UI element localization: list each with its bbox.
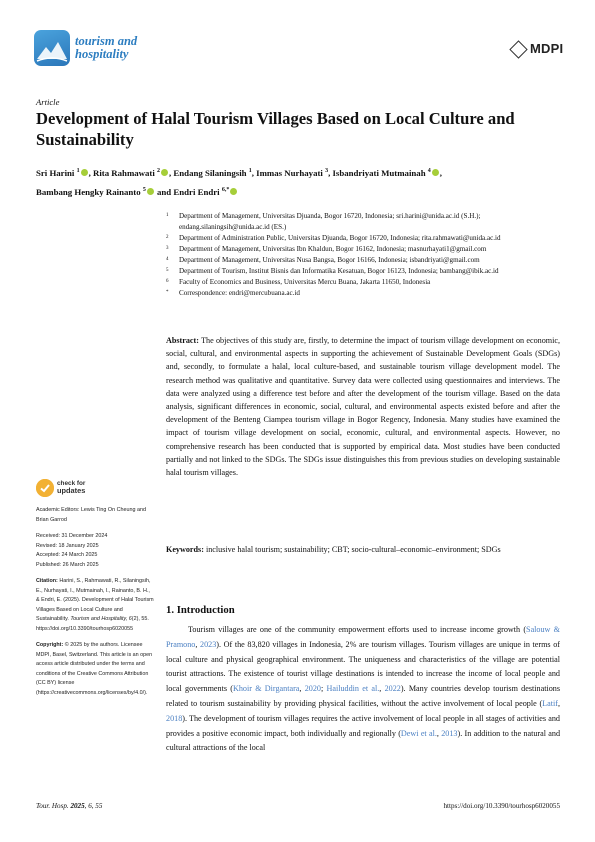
citation <box>36 577 154 634</box>
keywords <box>166 543 560 556</box>
citation-link[interactable]: Dewi et al. <box>400 728 437 738</box>
affiliation-item <box>166 255 566 266</box>
citation-link[interactable]: Khoir & Dirgantara <box>233 684 300 694</box>
author-affiliation-number: 4 <box>427 168 431 174</box>
intro-text: ). The development of tourism villages requires the active involvement of local people in all stages of activities and provides a positive economic impact, both individually and regionally ( <box>166 713 560 738</box>
citation-doi[interactable]: (2), 55. https://doi.org/10.3390/tourhosp6020055 <box>36 616 149 632</box>
copyright <box>36 641 154 698</box>
intro-text: , <box>379 684 385 694</box>
affiliation-item <box>166 277 566 288</box>
affiliation-number: 1 <box>166 213 169 218</box>
author-separator: , <box>88 167 93 178</box>
affiliation-item <box>166 233 566 244</box>
affiliations-list <box>166 211 566 299</box>
journal-logo-icon <box>34 30 70 66</box>
footer-doi-link[interactable]: https://doi.org/10.3390/tourhosp6020055 <box>443 802 560 810</box>
intro-text: , <box>436 728 442 738</box>
intro-text: , <box>299 684 305 694</box>
author-separator: , <box>439 167 442 178</box>
article-title: Development of Halal Tourism Villages Based on Local Culture and Sustainability <box>36 109 515 149</box>
author-name: Immas Nurhayati <box>256 167 326 178</box>
check-for-updates-link[interactable]: check for updates <box>57 480 86 495</box>
intro-text: ; <box>320 684 327 694</box>
affiliation-text: Department of Management, Universitas Ibn Khaldun, Bogor 16162, Indonesia; masnurhayati1@gmail.com <box>179 245 487 253</box>
article-dates <box>36 532 154 570</box>
article-sidebar <box>36 506 154 705</box>
received-date: Received: 31 December 2024 <box>36 533 108 539</box>
affiliation-number: * <box>166 290 169 295</box>
copyright-text: © 2025 by the authors. Licensee MDPI, Basel, Switzerland. This article is an open access article distributed under the terms and conditions of the Creative Commons Attribution (CC BY) license (https://creativecommons.org/licenses/by/4.0/). <box>36 642 153 696</box>
orcid-icon[interactable] <box>161 169 168 176</box>
author-separator: , <box>251 167 257 178</box>
author-affiliation-number: 5 <box>142 186 146 193</box>
footer-journal-ref: Tour. Hosp. 2025, 6, 55 <box>36 802 103 810</box>
keywords-text: inclusive halal tourism; sustainability; CBT; socio-cultural–economic–environment; SDGs <box>205 545 501 554</box>
citation-link[interactable]: 2013 <box>441 728 458 738</box>
copyright-label: Copyright: <box>36 642 64 648</box>
introduction-body <box>166 623 560 756</box>
orcid-icon[interactable] <box>147 188 154 195</box>
affiliation-text: Department of Tourism, Institut Bisnis dan Informatika Kesatuan, Bogor 16123, Indonesia; bambang@ibik.ac.id <box>179 267 499 275</box>
intro-text: ). Of the 83,820 villages in Indonesia, 2% are tourism villages. Tourism villages are unique in terms of local culture and physical geographical environment. The uniqueness and characteristics of the village are potential tourist attractions. The existence of tourist village destinations is intended to increase the income of local people and local governments ( <box>166 639 560 694</box>
author-name: Endang Silaningsih <box>173 167 249 178</box>
citation-link[interactable]: Latif <box>542 698 558 708</box>
check-for-updates-icon[interactable] <box>36 479 54 497</box>
citation-text: Harini, S., Rahmawati, R., Silaningsih, E., Nurhayati, I., Mutmainah, I., Rainanto, B. H., & Endri, E. (2025). Development of Halal Tourism Villages Based on Local Culture and Sustainability. <box>36 578 154 622</box>
affiliation-number: 3 <box>166 246 169 251</box>
orcid-icon[interactable] <box>81 169 88 176</box>
intro-text: ). Many countries develop tourism destinations related to tourism sustainability by providing physical facilities, without the active involvement of local people ( <box>166 684 560 708</box>
author-name: Endri Endri <box>173 186 222 197</box>
mdpi-logo-icon <box>509 40 527 58</box>
author-separator: and <box>154 186 174 197</box>
affiliation-item <box>166 288 566 299</box>
affiliation-item <box>166 211 566 233</box>
citation-link[interactable]: Salouw & Pramono <box>166 625 560 649</box>
abstract <box>166 334 560 479</box>
affiliation-number: 6 <box>166 279 169 284</box>
affiliation-text: Department of Management, Universitas Djuanda, Bogor 16720, Indonesia; sri.harini@unida.ac.id (S.H.); endang.silaningsih@unida.ac.id (ES.) <box>179 212 481 231</box>
citation-link[interactable]: 2018 <box>166 713 183 723</box>
citation-label: Citation: <box>36 578 58 584</box>
section-heading-introduction: 1. Introduction <box>166 604 235 616</box>
author-affiliation-number: 1 <box>248 168 252 174</box>
author-list <box>36 163 566 201</box>
intro-text: Tourism villages are one of the community empowerment efforts used to increase income growth ( <box>188 625 527 634</box>
journal-name: tourism and hospitality <box>75 34 138 61</box>
affiliation-number: 4 <box>166 257 169 262</box>
affiliation-text: Department of Administration Public, Universitas Djuanda, Bogor 16720, Indonesia; rita.rahmawati@unida.ac.id <box>179 234 501 242</box>
citation-link[interactable]: 2023 <box>200 639 217 649</box>
affiliation-number: 5 <box>166 268 169 273</box>
publisher-name: MDPI <box>530 41 564 56</box>
keywords-label: Keywords: <box>166 545 204 554</box>
author-affiliation-number: 2 <box>157 168 161 174</box>
author-affiliation-number: 1 <box>76 168 80 174</box>
affiliation-text: Faculty of Economics and Business, Universitas Mercu Buana, Jakarta 11650, Indonesia <box>179 278 431 286</box>
author-name: Bambang Hengky Rainanto <box>36 186 143 197</box>
affiliation-item <box>166 244 566 255</box>
affiliation-number: 2 <box>166 235 169 240</box>
published-date: Published: 26 March 2025 <box>36 561 99 568</box>
author-name: Isbandriyati Mutmainah <box>332 167 428 178</box>
intro-text: , <box>195 639 201 649</box>
affiliation-text: Correspondence: endri@mercubuana.ac.id <box>179 289 300 297</box>
accepted-date: Accepted: 24 March 2025 <box>36 552 98 558</box>
intro-text: , <box>557 698 560 708</box>
affiliation-text: Department of Management, Universitas Nusa Bangsa, Bogor 16166, Indonesia; isbandriyati@gmail.com <box>179 256 480 264</box>
author-affiliation-number: 6,* <box>221 186 230 193</box>
affiliation-item <box>166 266 566 277</box>
author-name: Sri Harini <box>36 167 77 178</box>
orcid-icon[interactable] <box>432 169 439 176</box>
author-separator: , <box>328 167 333 178</box>
intro-text: ). In addition to the natural and cultural attractions of the local <box>166 728 561 753</box>
article-type: Article <box>36 97 60 107</box>
abstract-label: Abstract: <box>166 336 199 345</box>
citation-link[interactable]: Hailuddin et al. <box>326 684 380 694</box>
academic-editors: Academic Editors: Lewis Ting On Cheung and Brian Garrod <box>36 507 146 523</box>
citation-journal: Tourism and Hospitality, 6 <box>70 616 132 622</box>
orcid-icon[interactable] <box>230 188 237 195</box>
author-name: Rita Rahmawati <box>92 167 158 178</box>
revised-date: Revised: 18 January 2025 <box>36 542 99 549</box>
citation-link[interactable]: 2020 <box>304 684 321 694</box>
citation-link[interactable]: 2022 <box>384 684 401 694</box>
author-separator: , <box>169 167 174 178</box>
author-affiliation-number: 3 <box>325 168 329 174</box>
abstract-text: The objectives of this study are, firstly, to determine the impact of tourism village development on economic, social, cultural, and environmental aspects in supporting the achievement of Sustainable Development Goals (SDGs) and, secondly, to formulate a halal, local culture-based, and sustainable tourism village development model. The research method was qualitative and quantitative. Survey data were collected using questionnaires and interviews. The data were analyzed using a difference test before and after the development of the tourism village. Based on the data analysis, significant differences in economic, social, cultural, and environmental aspects existed before and after the development of the Benteng Ciampea tourism village in Bogor Regency, Indonesia. Many studies have examined the impact of tourism village development on social, economic, cultural, and environmental aspects. However, no comprehensive research has been conducted that is supported by empirical data. Most studies have been conducted partially and not linked to the SDGs. The SDGs issue distinguishes this from previous studies on developing sustainable halal tourism villages. <box>166 336 560 478</box>
